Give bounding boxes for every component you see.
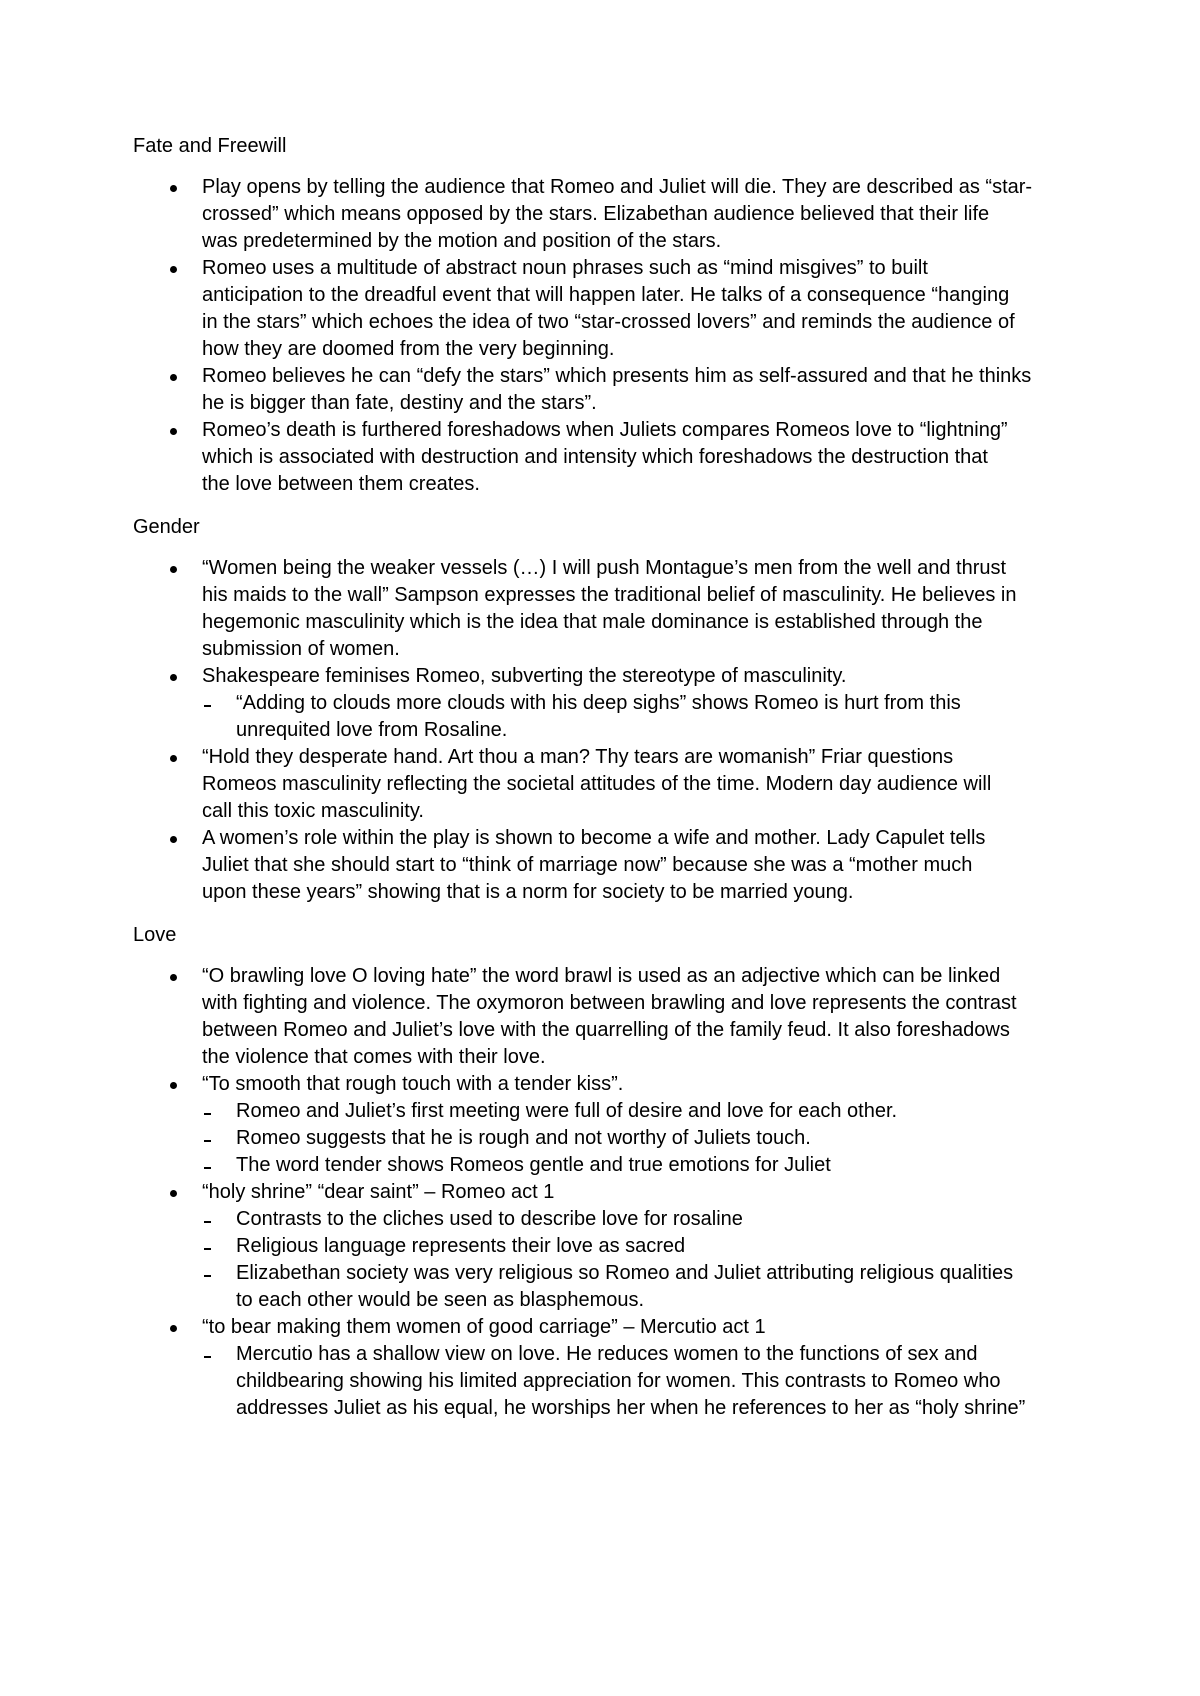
text-line: between Romeo and Juliet’s love with the quarrelling of the family feud. It also foreshadows bbox=[202, 1019, 1010, 1041]
text-line: Romeo believes he can “defy the stars” which presents him as self-assured and that he thinks bbox=[202, 365, 1032, 387]
bullet-list bbox=[133, 174, 1133, 498]
list-item bbox=[133, 555, 1133, 663]
text-line: Romeo suggests that he is rough and not worthy of Juliets touch. bbox=[236, 1127, 811, 1149]
section-gender bbox=[133, 514, 1133, 906]
text-line: his maids to the wall” Sampson expresses the traditional belief of masculinity. He believes in bbox=[202, 584, 1017, 606]
bullet-icon bbox=[170, 374, 177, 381]
text-line: addresses Juliet as his equal, he worships her when he references to her as “holy shrine” bbox=[236, 1397, 1026, 1419]
text-line: childbearing showing his limited appreciation for women. This contrasts to Romeo who bbox=[236, 1370, 1001, 1392]
document-body bbox=[133, 133, 1133, 1438]
list-item bbox=[133, 963, 1133, 1071]
text-line: Romeos masculinity reflecting the societal attitudes of the time. Modern day audience will bbox=[202, 773, 992, 795]
text-line: the violence that comes with their love. bbox=[202, 1046, 546, 1068]
text-line: the love between them creates. bbox=[202, 473, 480, 495]
section-fate-and-freewill bbox=[133, 133, 1133, 498]
sub-list-item bbox=[202, 1152, 1133, 1179]
text-line: with fighting and violence. The oxymoron between brawling and love represents the contrast bbox=[202, 992, 1017, 1014]
text-line: which is associated with destruction and intensity which foreshadows the destruction that bbox=[202, 446, 988, 468]
sub-list-item bbox=[202, 1098, 1133, 1125]
bullet-icon bbox=[170, 755, 177, 762]
text-line: Play opens by telling the audience that Romeo and Juliet will die. They are described as “star- bbox=[202, 176, 1033, 198]
dash-marker bbox=[204, 1248, 211, 1250]
text-line: in the stars” which echoes the idea of two “star-crossed lovers” and reminds the audience of bbox=[202, 311, 1015, 333]
text-line: “To smooth that rough touch with a tender kiss”. bbox=[202, 1073, 624, 1095]
section-heading: Love bbox=[133, 924, 177, 946]
bullet-icon bbox=[170, 1082, 177, 1089]
bullet-icon bbox=[170, 836, 177, 843]
text-line: A women’s role within the play is shown to become a wife and mother. Lady Capulet tells bbox=[202, 827, 986, 849]
text-line: Romeo and Juliet’s first meeting were full of desire and love for each other. bbox=[236, 1100, 898, 1122]
list-item bbox=[133, 825, 1133, 906]
dash-marker bbox=[204, 1140, 211, 1142]
text-line: upon these years” showing that is a norm for society to be married young. bbox=[202, 881, 854, 903]
text-line: crossed” which means opposed by the stars. Elizabethan audience believed that their life bbox=[202, 203, 990, 225]
bullet-icon bbox=[170, 566, 177, 573]
text-line: “O brawling love O loving hate” the word brawl is used as an adjective which can be linked bbox=[202, 965, 1001, 987]
sub-list-item bbox=[202, 1125, 1133, 1152]
list-item bbox=[133, 363, 1133, 417]
section-heading: Gender bbox=[133, 516, 200, 538]
sub-list-item bbox=[202, 1206, 1133, 1233]
bullet-icon bbox=[170, 428, 177, 435]
dash-marker bbox=[204, 1221, 211, 1223]
sub-list-item bbox=[202, 690, 1133, 744]
text-line: hegemonic masculinity which is the idea that male dominance is established through the bbox=[202, 611, 983, 633]
dash-marker bbox=[204, 1356, 211, 1358]
text-line: how they are doomed from the very beginning. bbox=[202, 338, 615, 360]
list-item bbox=[133, 174, 1133, 255]
bullet-list bbox=[133, 555, 1133, 906]
text-line: unrequited love from Rosaline. bbox=[236, 719, 508, 741]
bullet-icon bbox=[170, 974, 177, 981]
section-heading: Fate and Freewill bbox=[133, 135, 287, 157]
sub-list bbox=[202, 1098, 1133, 1179]
bullet-icon bbox=[170, 185, 177, 192]
bullet-list bbox=[133, 963, 1133, 1422]
dash-marker bbox=[204, 705, 211, 707]
text-line: Romeo’s death is furthered foreshadows when Juliets compares Romeos love to “lightning” bbox=[202, 419, 1008, 441]
sub-list-item bbox=[202, 1233, 1133, 1260]
text-line: “to bear making them women of good carriage” – Mercutio act 1 bbox=[202, 1316, 766, 1338]
text-line: Mercutio has a shallow view on love. He reduces women to the functions of sex and bbox=[236, 1343, 978, 1365]
sub-list bbox=[202, 1341, 1133, 1422]
dash-marker bbox=[204, 1113, 211, 1115]
sub-list bbox=[202, 1206, 1133, 1314]
text-line: Religious language represents their love as sacred bbox=[236, 1235, 686, 1257]
list-item bbox=[133, 1314, 1133, 1422]
list-item bbox=[133, 255, 1133, 363]
bullet-icon bbox=[170, 266, 177, 273]
text-line: “Hold they desperate hand. Art thou a man? Thy tears are womanish” Friar questions bbox=[202, 746, 954, 768]
text-line: he is bigger than fate, destiny and the stars”. bbox=[202, 392, 597, 414]
bullet-icon bbox=[170, 1190, 177, 1197]
text-line: The word tender shows Romeos gentle and true emotions for Juliet bbox=[236, 1154, 831, 1176]
sub-list bbox=[202, 690, 1133, 744]
dash-marker bbox=[204, 1275, 211, 1277]
text-line: submission of women. bbox=[202, 638, 400, 660]
dash-marker bbox=[204, 1167, 211, 1169]
text-line: Romeo uses a multitude of abstract noun phrases such as “mind misgives” to built bbox=[202, 257, 928, 279]
sub-list-item bbox=[202, 1260, 1133, 1314]
list-item bbox=[133, 417, 1133, 498]
text-line: Juliet that she should start to “think of marriage now” because she was a “mother much bbox=[202, 854, 973, 876]
bullet-icon bbox=[170, 1325, 177, 1332]
list-item bbox=[133, 663, 1133, 744]
text-line: Shakespeare feminises Romeo, subverting the stereotype of masculinity. bbox=[202, 665, 847, 687]
sub-list-item bbox=[202, 1341, 1133, 1422]
text-line: “Adding to clouds more clouds with his deep sighs” shows Romeo is hurt from this bbox=[236, 692, 961, 714]
text-line: was predetermined by the motion and position of the stars. bbox=[202, 230, 722, 252]
list-item bbox=[133, 744, 1133, 825]
text-line: Elizabethan society was very religious so Romeo and Juliet attributing religious qualities bbox=[236, 1262, 1014, 1284]
bullet-icon bbox=[170, 674, 177, 681]
text-line: “holy shrine” “dear saint” – Romeo act 1 bbox=[202, 1181, 555, 1203]
list-item bbox=[133, 1071, 1133, 1179]
text-line: Contrasts to the cliches used to describe love for rosaline bbox=[236, 1208, 743, 1230]
text-line: to each other would be seen as blasphemous. bbox=[236, 1289, 645, 1311]
section-love bbox=[133, 922, 1133, 1422]
list-item bbox=[133, 1179, 1133, 1314]
text-line: “Women being the weaker vessels (…) I will push Montague’s men from the well and thrust bbox=[202, 557, 1007, 579]
text-line: call this toxic masculinity. bbox=[202, 800, 424, 822]
text-line: anticipation to the dreadful event that will happen later. He talks of a consequence “hanging bbox=[202, 284, 1010, 306]
